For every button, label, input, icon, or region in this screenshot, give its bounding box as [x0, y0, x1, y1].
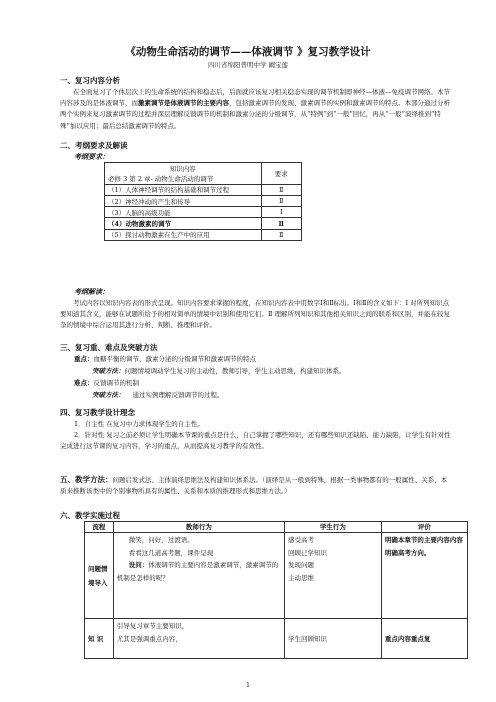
- table-cell-level: Ⅱ: [261, 195, 302, 206]
- page-number: 1: [246, 682, 250, 689]
- table-row: [105, 229, 302, 240]
- table-cell-level: Ⅱ: [261, 218, 302, 229]
- teacher-line: 引导复习章节主要知识，: [116, 622, 189, 630]
- breakthrough-label: 突破方法：: [92, 367, 125, 375]
- stage-intro: 问题情境导入: [85, 533, 114, 619]
- key-point-text: 血糖平衡的调节、激素分泌的分级调节和激素调节的特点: [93, 355, 256, 363]
- syllabus-requirement-label: 考纲要求：: [74, 152, 109, 161]
- table-row: [85, 619, 468, 659]
- breakthrough-text: 问题情境调动学生复习的主动性，教师引导，学生主动思维，构建知识体系。: [124, 367, 346, 375]
- col-header-teacher: 教师行为: [113, 522, 284, 533]
- teacher-question: [117, 559, 281, 584]
- student-actions-knowledge: 学生回顾知识: [285, 619, 382, 659]
- section-4-heading: 四、复习教学设计理念: [60, 408, 135, 417]
- question-label: 设问：: [128, 561, 149, 569]
- table-cell-level: Ⅱ: [261, 229, 302, 240]
- table-cell-level: Ⅰ: [261, 207, 302, 218]
- syllabus-interpretation-text: 考试内容以知识内容表的形式呈现。知识内容要求掌握的程度，在知识内容表中用数字Ⅰ和Ⅱ标出。Ⅰ和Ⅱ的含义如下：Ⅰ 对所列知识点要知道其含义，能够在试题所给予的相对简单的情境中识别和使用它们。Ⅱ 理解所列知识和其他相关知识之间的联系和区别，并能在较复杂的情境中综合运用其进行分析、判断、推理和评价。: [60, 299, 450, 330]
- key-point-label: 重点：: [74, 355, 94, 363]
- section-5-heading: 五、教学方法：: [60, 475, 113, 484]
- stage-knowledge: 知 识: [85, 619, 114, 659]
- teacher-line: 微笑，问好，过渡语。: [128, 536, 194, 544]
- breakthrough-label-2: 突破方法：: [92, 391, 125, 399]
- syllabus-interpretation-label: 考纲解读：: [74, 287, 109, 296]
- teaching-method-text: 问题启发式法、主体演绎思维法及构建知识体系法。（演绎是从一般到特殊，根据一类事物都有的一般属性、关系、本质来推断该类中的个别事物所具有的属性、关系和本质的推理形式和思维方法。）: [60, 476, 448, 496]
- table-row: [105, 207, 302, 218]
- table-cell-content: （5）探讨动物激素在生产中的应用: [105, 229, 262, 240]
- key-breakthrough-line: [92, 366, 346, 375]
- design-item-1: 1．自主性 在复习中力求体现学生的自主性。: [74, 420, 204, 428]
- difficulty-text: 反馈调节的机制: [93, 379, 139, 387]
- table-cell-level: Ⅱ: [261, 184, 302, 195]
- col-header-process: 流程: [85, 522, 114, 533]
- author-line: 四川省绵阳普明中学 阚宝莲: [207, 61, 289, 69]
- difficulty-breakthrough-line: [92, 390, 224, 399]
- table-header-requirement: 要求: [261, 163, 302, 185]
- section-3-heading: 三、复习重、难点及突破方法: [60, 343, 158, 352]
- section-1-text-bold: 激素调节是体液调节的主要内容: [138, 99, 229, 108]
- section-1-text-b: ，包括激素调节的发现、激素调节的实例和激素调节的特点。本部分通过分析两个实例来复习激素调节的过程并深层理解反馈调节的机制和激素分泌的分级调节，从“特例”到“一般”回忆，再从“一般”演绎推到“特殊”加以应用；最后总结激素调节的特点。: [60, 99, 450, 130]
- difficulty-label: 难点：: [74, 379, 94, 387]
- col-header-student: 学生行为: [285, 522, 382, 533]
- teaching-method: [60, 474, 452, 497]
- student-actions-intro: [285, 533, 382, 619]
- table-row: [85, 533, 468, 619]
- student-line: 感受高考: [288, 536, 314, 544]
- design-item-2: 2．针对性 复习之前必须让学生明确本节课的重点是什么，自己掌握了哪些知识，还有哪些知识还缺陷、能力缺陷，让学生有针对性完成进行这节课的复习内容，学习的重点，从而提高复习教学的有效性。: [60, 431, 451, 451]
- table-cell-content: （2）神经冲动的产生和传导: [105, 195, 262, 206]
- evaluation-knowledge: 重点内容重点复: [381, 619, 467, 659]
- table-cell-content: （4）动物激素的调节: [105, 218, 262, 229]
- difficulty-line: [74, 378, 139, 387]
- table-header-chapter: 必修 3 第 2 章- 动物生命活动的调节: [105, 173, 262, 184]
- question-text: 体液调节的主要内容是激素调节，激素调节的机制是怎样的呢？: [116, 561, 279, 582]
- section-2-heading: 二、考纲要求及解读: [60, 141, 128, 150]
- process-table: [84, 521, 468, 659]
- student-line: 主动思维: [288, 573, 314, 582]
- student-line: 回顾已学知识: [288, 548, 327, 557]
- student-line: 发现问题: [288, 561, 314, 569]
- syllabus-table: [104, 162, 302, 241]
- teacher-actions-knowledge: [113, 619, 284, 659]
- table-row: [105, 184, 302, 195]
- section-6-heading: 六、教学实施过程: [60, 511, 120, 520]
- table-row: [105, 195, 302, 206]
- teacher-line: 看看这几道高考题，课件呈现: [128, 548, 214, 557]
- teacher-actions-intro: [113, 533, 284, 619]
- section-1-heading: 一、复习内容分析: [60, 76, 120, 85]
- breakthrough-text-2: 通过实例理解反馈调节的过程。: [132, 391, 224, 399]
- section-1-text-a: 在全面复习了个体层次上的生命系统的结构和稳态后，后面就应该复习相关稳态实现的调节机制即神经—体液—免疫调节网络。本节内容涉及的是体液调节，而: [60, 88, 450, 108]
- table-row: [105, 218, 302, 229]
- col-header-evaluation: 评价: [381, 522, 467, 533]
- document-title: 《动物生命活动的调节——体液调节 》复习教学设计: [125, 46, 371, 58]
- section-1-paragraph: [60, 87, 452, 132]
- table-cell-content: （1）人体神经调节的结构基础和调节过程: [105, 184, 262, 195]
- key-point-line: [74, 354, 256, 363]
- table-cell-content: （3）人脑的高级功能: [105, 207, 262, 218]
- table-header-content: 知识内容: [105, 163, 262, 174]
- teacher-line: 尤其是强调重点内容，: [116, 634, 182, 643]
- evaluation-intro: 明确本章节的主要内容内容明确高考方向。: [381, 533, 467, 619]
